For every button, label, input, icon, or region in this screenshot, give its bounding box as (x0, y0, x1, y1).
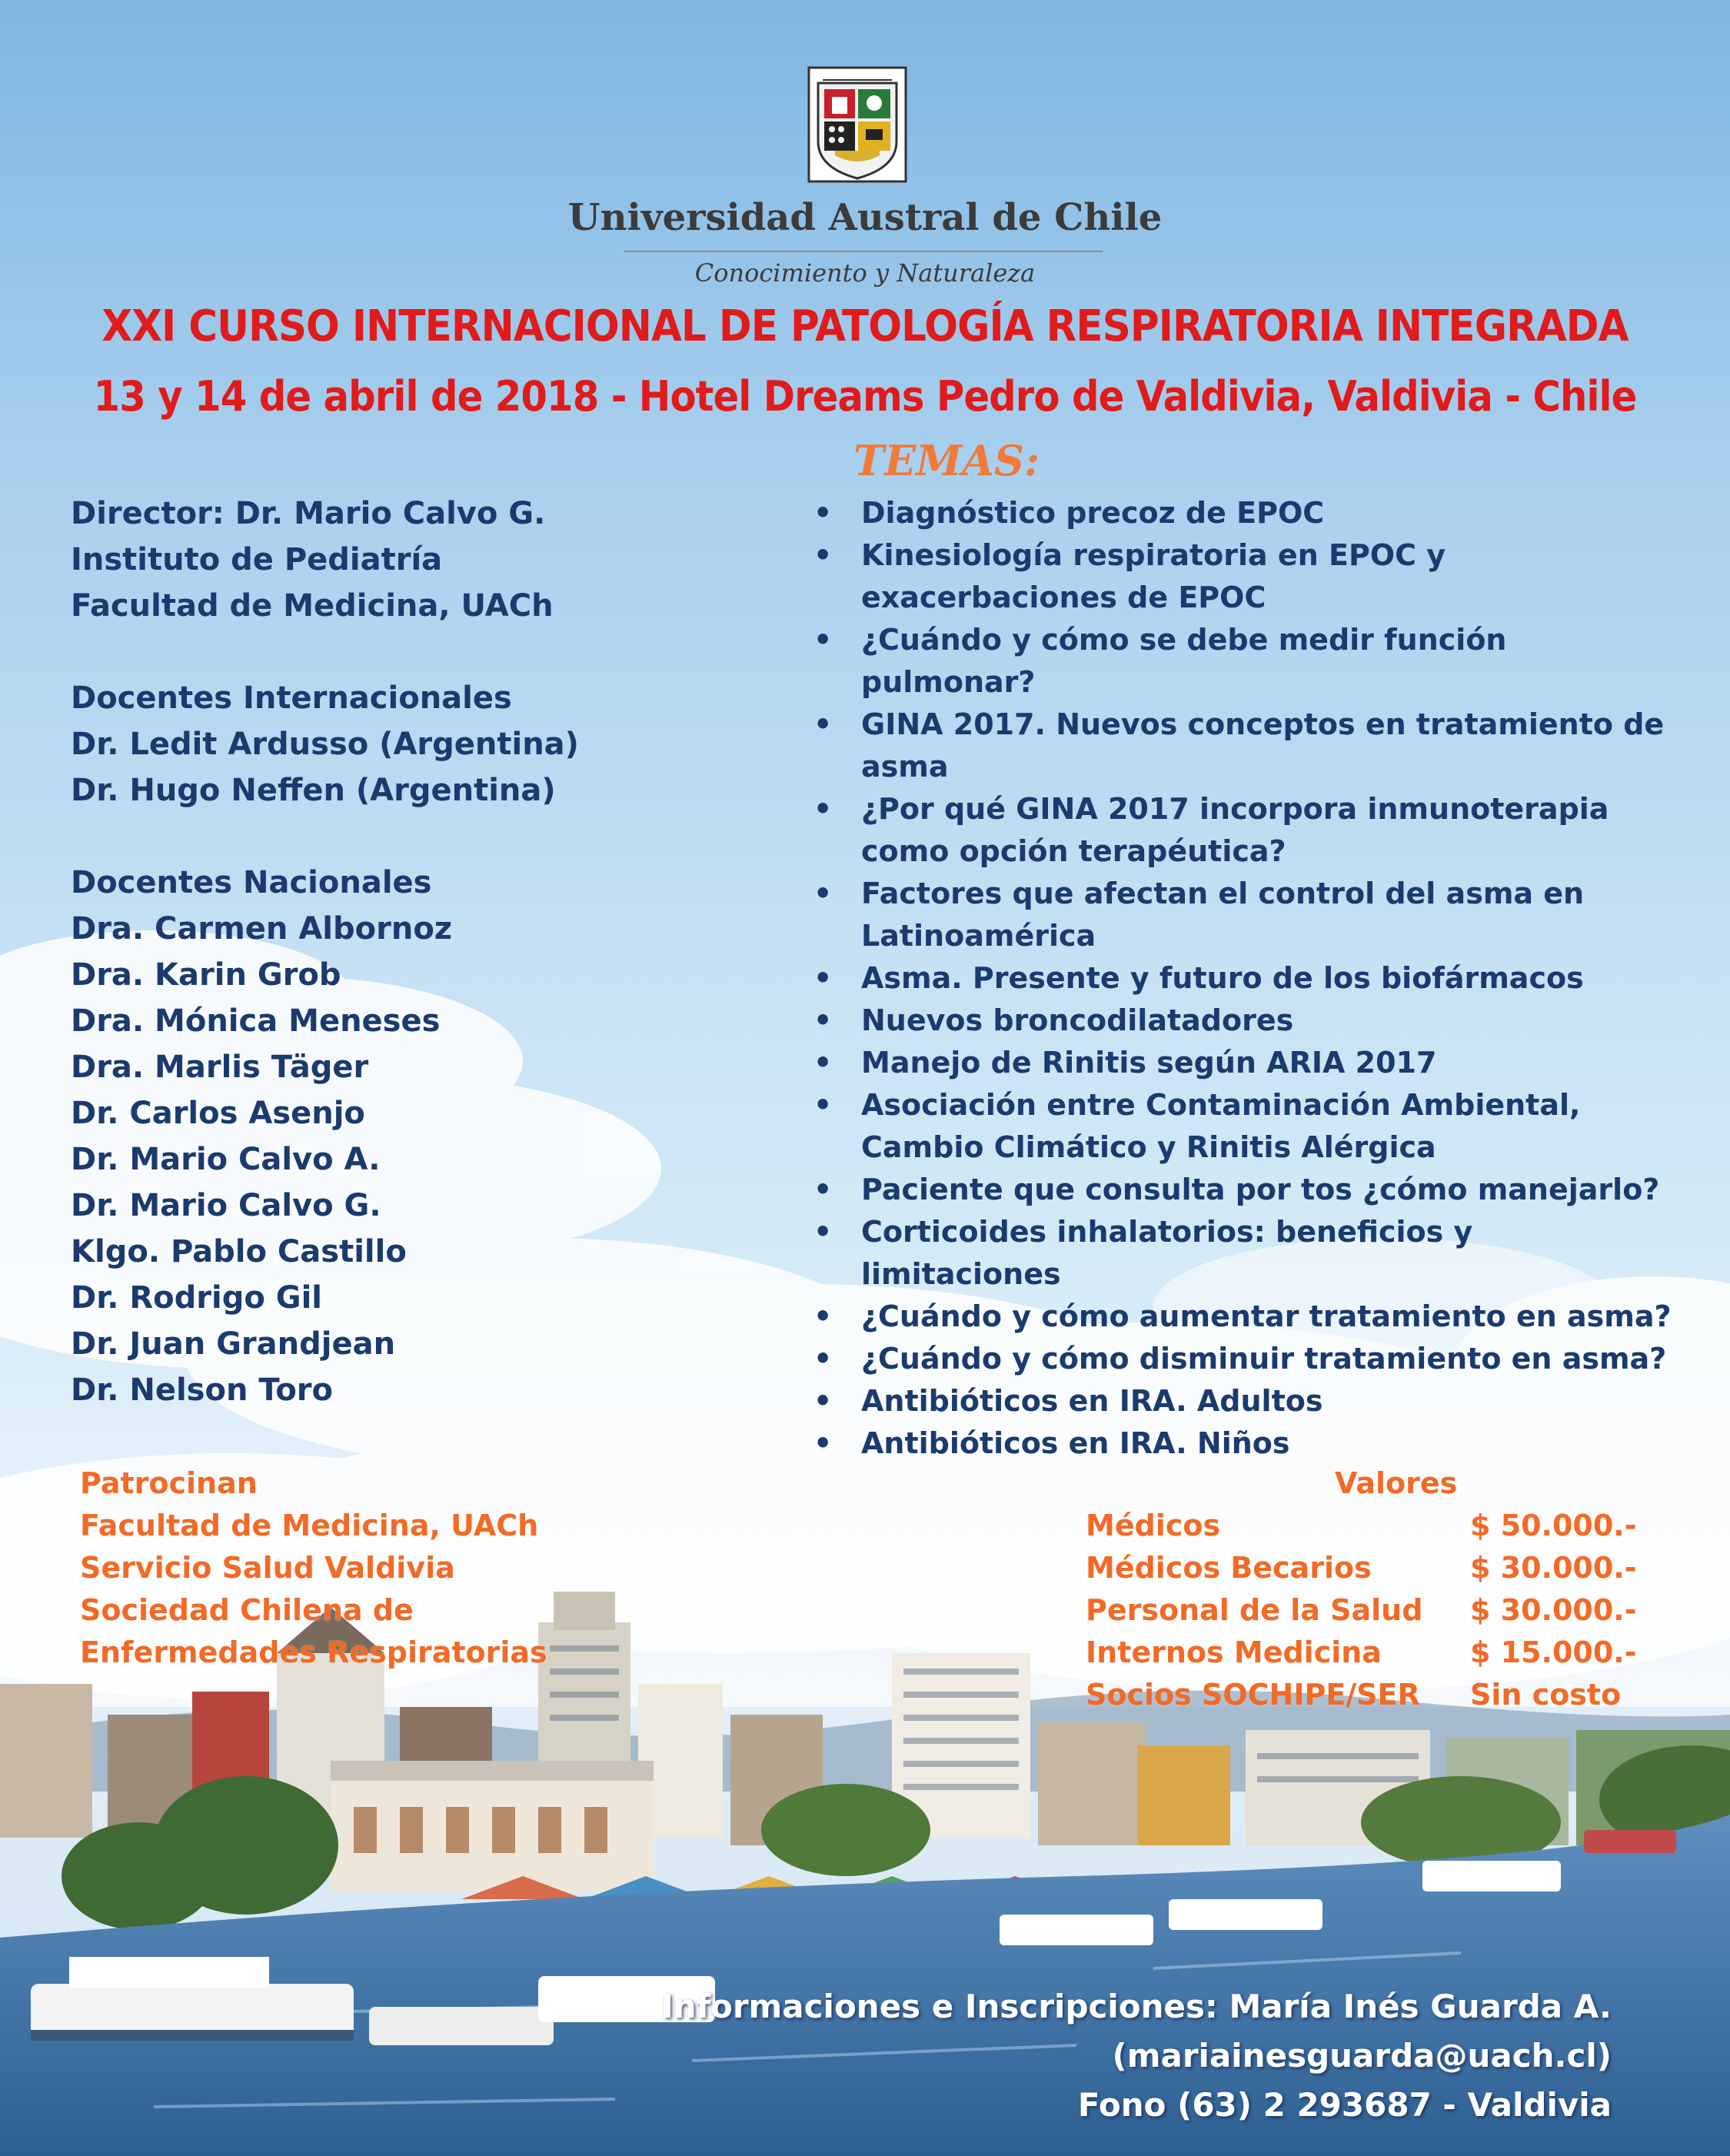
topic-item: • ¿Cuándo y cómo se debe medir función pulmonar? (813, 619, 1675, 704)
price-label: Médicos Becarios (1086, 1551, 1372, 1585)
international-teacher: Dr. Ledit Ardusso (Argentina) (71, 727, 579, 762)
sponsor-item: Facultad de Medicina, UACh (80, 1509, 539, 1542)
international-teacher: Dr. Hugo Neffen (Argentina) (71, 773, 556, 808)
price-row (1086, 1505, 1639, 1547)
national-heading: Docentes Nacionales (71, 865, 432, 900)
national-teacher: Dr. Juan Grandjean (71, 1326, 396, 1362)
topic-item: • Asma. Presente y futuro de los biofármacos (813, 957, 1675, 1000)
topic-item: • ¿Cuándo y cómo aumentar tratamiento en asma? (813, 1296, 1675, 1338)
price-label: Personal de la Salud (1086, 1593, 1423, 1627)
national-teacher: Dr. Mario Calvo A. (71, 1142, 381, 1177)
contact-email: (mariainesguarda@uach.cl) (1112, 2037, 1612, 2074)
price-row (1086, 1547, 1639, 1589)
national-teacher: Dra. Carmen Albornoz (71, 911, 453, 947)
contact-line: Informaciones e Inscripciones: María Inés Guarda A. (661, 1988, 1612, 2025)
director-line: Director: Dr. Mario Calvo G. (71, 496, 546, 531)
contact-block (661, 1982, 1612, 2130)
topic-item: • Antibióticos en IRA. Adultos (813, 1380, 1675, 1422)
national-teacher: Dr. Mario Calvo G. (71, 1188, 381, 1223)
price-row (1086, 1674, 1639, 1716)
price-value: $ 15.000.- (1470, 1635, 1637, 1669)
topic-item: • Corticoides inhalatorios: beneficios y limitaciones (813, 1211, 1675, 1296)
topic-item: • ¿Cuándo y cómo disminuir tratamiento en asma? (813, 1338, 1675, 1380)
university-seal-logo (807, 66, 907, 183)
price-value: Sin costo (1470, 1678, 1622, 1712)
topic-item: • Paciente que consulta por tos ¿cómo manejarlo? (813, 1169, 1675, 1211)
university-motto: Conocimiento y Naturaleza (694, 258, 1036, 288)
national-teacher: Dr. Carlos Asenjo (71, 1096, 365, 1131)
faculty-line: Facultad de Medicina, UACh (71, 588, 554, 624)
price-label: Internos Medicina (1086, 1635, 1382, 1669)
price-value: $ 30.000.- (1470, 1551, 1637, 1585)
topics-list (813, 492, 1675, 1465)
international-heading: Docentes Internacionales (71, 680, 512, 716)
university-name: Universidad Austral de Chile (567, 196, 1163, 239)
event-title: XXI CURSO INTERNACIONAL DE PATOLOGÍA RESPIRATORIA INTEGRADA (101, 301, 1629, 351)
price-value: $ 50.000.- (1470, 1509, 1637, 1542)
prices-table (1086, 1505, 1639, 1716)
price-label: Socios SOCHIPE/SER (1086, 1678, 1420, 1712)
topic-item: • Kinesiología respiratoria en EPOC y exacerbaciones de EPOC (813, 534, 1675, 619)
topic-item: • ¿Por qué GINA 2017 incorpora inmunoterapia como opción terapéutica? (813, 788, 1675, 873)
price-label: Médicos (1086, 1509, 1221, 1542)
event-date-venue: 13 y 14 de abril de 2018 - Hotel Dreams Pedro de Valdivia, Valdivia - Chile (93, 372, 1637, 421)
national-teacher: Klgo. Pablo Castillo (71, 1234, 407, 1269)
sponsor-item: Sociedad Chilena de (80, 1593, 414, 1627)
topic-item: • Manejo de Rinitis según ARIA 2017 (813, 1042, 1675, 1084)
contact-phone: Fono (63) 2 293687 - Valdivia (1077, 2086, 1612, 2124)
topic-item: • Antibióticos en IRA. Niños (813, 1422, 1675, 1465)
topic-item: • Nuevos broncodilatadores (813, 1000, 1675, 1042)
national-teacher: Dra. Mónica Meneses (71, 1003, 441, 1039)
sponsors-block (80, 1462, 547, 1674)
sponsor-item: Servicio Salud Valdivia (80, 1551, 455, 1585)
price-row (1086, 1589, 1639, 1632)
national-teacher: Dr. Rodrigo Gil (71, 1280, 322, 1316)
sponsors-heading: Patrocinan (80, 1466, 258, 1500)
prices-heading: Valores (1335, 1466, 1458, 1500)
national-teacher: Dra. Marlis Täger (71, 1050, 369, 1085)
topic-item: • Asociación entre Contaminación Ambiental, Cambio Climático y Rinitis Alérgica (813, 1084, 1675, 1169)
institute-line: Instituto de Pediatría (71, 542, 443, 577)
national-teacher: Dr. Nelson Toro (71, 1372, 334, 1408)
sponsor-item: Enfermedades Respiratorias (80, 1635, 547, 1669)
topic-item: • Diagnóstico precoz de EPOC (813, 492, 1675, 534)
topics-heading: TEMAS: (853, 436, 1040, 485)
national-teacher: Dra. Karin Grob (71, 957, 341, 993)
topic-item: • Factores que afectan el control del asma en Latinoamérica (813, 873, 1675, 957)
price-value: $ 30.000.- (1470, 1593, 1637, 1627)
topic-item: • GINA 2017. Nuevos conceptos en tratamiento de asma (813, 704, 1675, 788)
university-divider (624, 251, 1103, 252)
price-row (1086, 1632, 1639, 1674)
faculty-column (71, 491, 824, 1413)
